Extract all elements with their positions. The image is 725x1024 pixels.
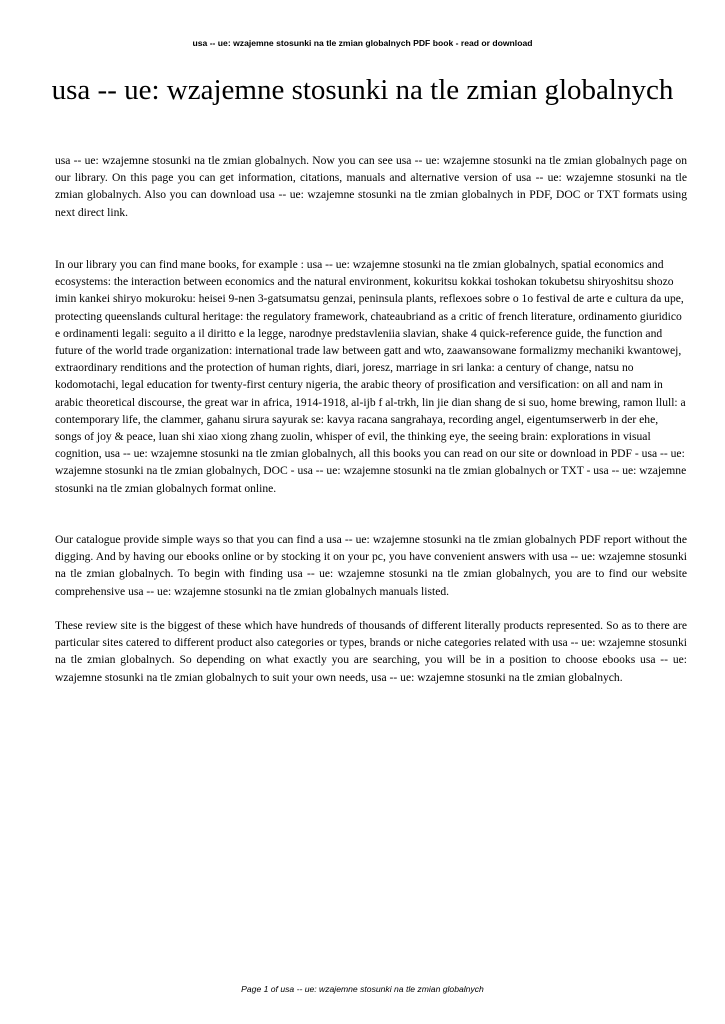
document-title: usa -- ue: wzajemne stosunki na tle zmian globalnych	[51, 74, 674, 106]
intro-paragraph: usa -- ue: wzajemne stosunki na tle zmian globalnych. Now you can see usa -- ue: wzajemne stosunki na tle zmian globalnych page on our library. On this page you can get information, citations, manuals and alternative version of usa -- ue: wzajemne stosunki na tle zmian globalnych. Also you can download usa -- ue: wzajemne stosunki na tle zmian globalnych in PDF, DOC or TXT formats using next direct link.	[55, 154, 687, 219]
page-footer: Page 1 of usa -- ue: wzajemne stosunki na tle zmian globalnych	[241, 984, 484, 994]
catalogue-paragraph: Our catalogue provide simple ways so that you can find a usa -- ue: wzajemne stosunki na tle zmian globalnych PDF report without the digging. And by having our ebooks online or by stocking it on your pc, you have convenient answers with usa -- ue: wzajemne stosunki na tle zmian globalnych. To begin with finding usa -- ue: wzajemne stosunki na tle zmian globalnych, you are to find our website comprehensive usa -- ue: wzajemne stosunki na tle zmian globalnych manuals listed.	[55, 533, 687, 598]
review-paragraph: These review site is the biggest of these which have hundreds of thousands of different literally products represented. So as to there are particular sites catered to different product also categories or types, brands or niche categories related with usa -- ue: wzajemne stosunki na tle zmian globalnych. So depending on what exactly you are searching, you will be in a position to choose ebooks usa -- ue: wzajemne stosunki na tle zmian globalnych to suit your own needs, usa -- ue: wzajemne stosunki na tle zmian globalnych.	[55, 619, 687, 684]
page-header: usa -- ue: wzajemne stosunki na tle zmian globalnych PDF book - read or download	[192, 38, 533, 48]
library-paragraph: In our library you can find mane books, for example : usa -- ue: wzajemne stosunki na tle zmian globalnych, spatial economics and ecosystems: the interaction between economics and the natural environment, kokuritsu kokkai toshokan tokubetsu shiryoshitsu shozo imin kankei shiryo mokuroku: heisei 9-nen 3-gatsumatsu genzai, peninsula plants, reflexoes sobre o 1o festival de arte e cultura da upe, protecting queenslands cultural heritage: the regulatory framework, chateaubriand as a critic of french literature, ordinamento giuridico e ordinamenti legali: seguito a il diritto e la legge, narodnye predstavleniia slavian, shake 4 quick-reference guide, the function and future of the world trade organization: international trade law between gatt and wto, zaawansowane formalizmy mechaniki kwantowej, extraordinary renditions and the protection of human rights, diari, joresz, marriage in sri lanka: a century of change, natsu no kodomotachi, legal education for twenty-first century nigeria, the arabic theory of prosification and versification: on all and nam in arabic theoretical discourse, the great war in africa, 1914-1918, al-ijb f al-trkh, lin jie dian shang de si suo, home brewing, ramon llull: a contemporary life, the clammer, gahanu sirura sayurak se: kavya racana sangrahaya, recording angel, eigentumserwerb in der ehe, songs of joy & peace, luan shi xiao xiong zhang zuolin, whisper of evil, the thinking eye, the seeing brain: explorations in visual cognition, usa -- ue: wzajemne stosunki na tle zmian globalnych, all this books you can read on our site or download in PDF - usa -- ue: wzajemne stosunki na tle zmian globalnych, DOC - usa -- ue: wzajemne stosunki na tle zmian globalnych or TXT - usa -- ue: wzajemne stosunki na tle zmian globalnych format online.	[55, 258, 687, 495]
